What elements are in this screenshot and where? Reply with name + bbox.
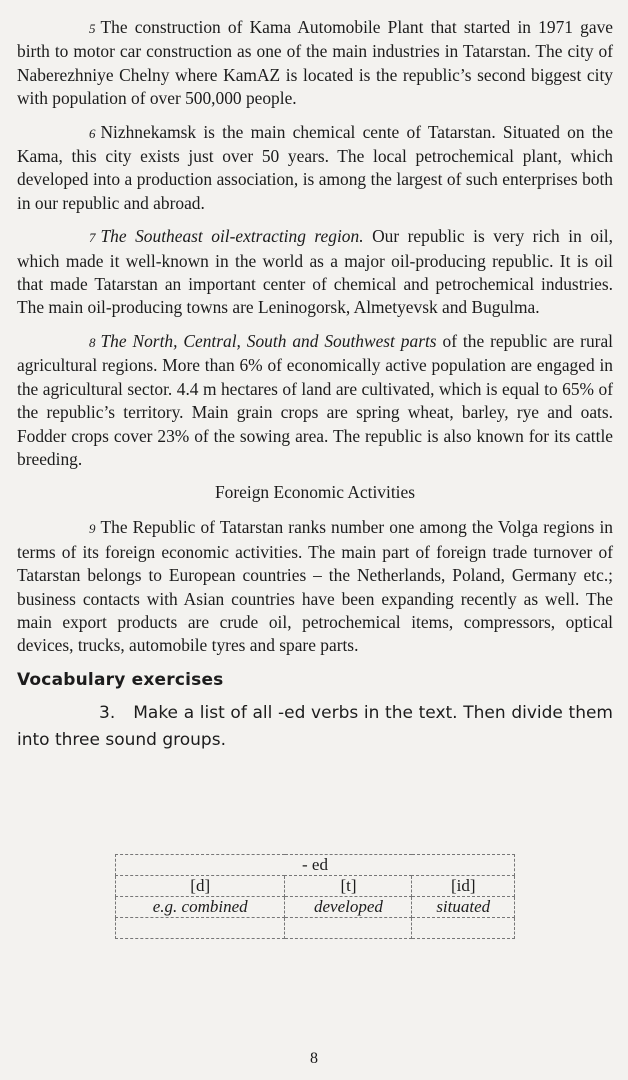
sound-groups-table: [115, 854, 515, 939]
page-number: 8: [310, 1050, 318, 1067]
empty-cell-d[interactable]: [116, 918, 285, 939]
empty-cell-t[interactable]: [285, 918, 412, 939]
paragraph-lead: The Southeast oil-extracting region.: [100, 226, 364, 247]
paragraph-8: [17, 330, 613, 471]
exercise-instruction: [17, 700, 613, 754]
paragraph-6: [17, 121, 613, 216]
paragraph-text: of the republic are rural agricultural regions. More than 6% of economically active population are engaged in the agricultural sector. 4.4 m hectares of land are cultivated, which is equal to 65% of the republic’s territory. Main grain crops are spring wheat, barley, rye and oats. Fodder crops cover 23% of the sowing area. The republic is also known for its cattle breeding.: [17, 330, 613, 469]
table-header-ed: - ed: [116, 855, 515, 876]
paragraph-9: [17, 516, 613, 657]
paragraph-number: 8: [89, 334, 96, 350]
paragraph-number: 6: [89, 125, 96, 141]
paragraph-text: Nizhnekamsk is the main chemical cente of Tatarstan. Situated on the Kama, this city exists just over 50 years. The local petrochemical plant, which developed into a production association, is among the largest of such enterprises both in our republic and abroad.: [17, 121, 613, 213]
example-t: developed: [285, 897, 412, 918]
paragraph-text: The Republic of Tatarstan ranks number one among the Volga regions in terms of its foreign economic activities. The main part of foreign trade turnover of Tatarstan belongs to European countries – the Netherlands, Poland, Germany etc.; business contacts with Asian countries have been expanding recently as well. The main export products are crude oil, petrochemical items, compressors, optical devices, trucks, automobile tyres and spare parts.: [17, 517, 613, 656]
page-content: [17, 16, 613, 754]
paragraph-lead: The North, Central, South and Southwest parts: [100, 330, 437, 351]
section-heading: Foreign Economic Activities: [215, 482, 415, 503]
paragraph-5: [17, 16, 613, 111]
paragraph-number: 7: [89, 230, 96, 246]
exercise-number: 3.: [99, 702, 116, 723]
example-id: situated: [412, 897, 515, 918]
column-t: [t]: [285, 876, 412, 897]
column-d: [d]: [116, 876, 285, 897]
paragraph-number: 5: [89, 21, 96, 36]
paragraph-number: 9: [89, 521, 96, 537]
column-id: [id]: [412, 876, 515, 897]
exercise-text: Make a list of all -ed verbs in the text. Then divide them into three sound groups.: [17, 702, 613, 750]
paragraph-text: The construction of Kama Automobile Plant that started in 1971 gave birth to motor car construction as one of the main industries in Tatarstan. The city of Naberezhniye Chelny where KamAZ is located is the republic’s second biggest city with population of over 500,000 people.: [17, 17, 613, 109]
paragraph-text: Our republic is very rich in oil, which made it well-known in the world as a major oil-producing republic. It is oil that made Tatarstan an important center of chemical and petrochemical industries. The main oil-producing towns are Leninogorsk, Almetyevsk and Bugulma.: [17, 226, 613, 318]
paragraph-7: [17, 225, 613, 320]
empty-cell-id[interactable]: [412, 918, 515, 939]
example-d: e.g. combined: [116, 897, 285, 918]
vocabulary-heading: Vocabulary exercises: [17, 669, 224, 690]
